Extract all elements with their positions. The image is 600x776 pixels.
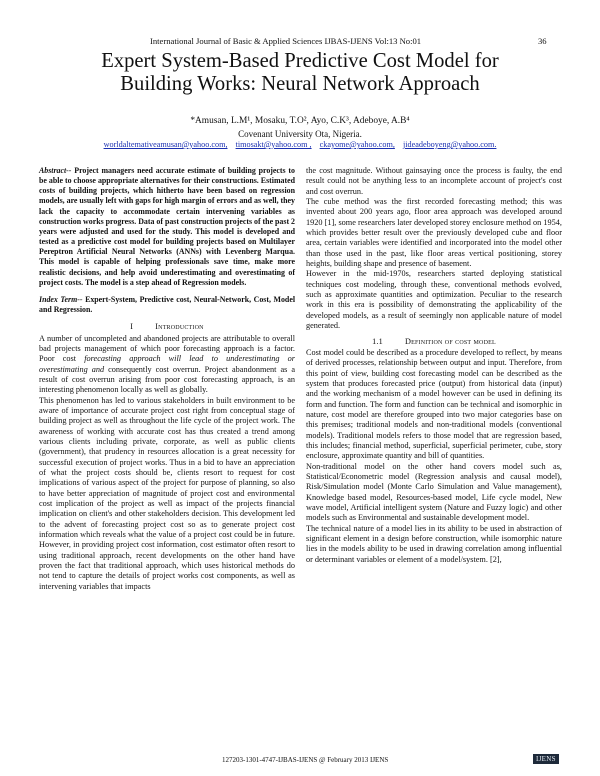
title-line-2: Building Works: Neural Network Approach	[120, 73, 480, 95]
subsection-heading-definition	[306, 337, 562, 347]
email-link-1[interactable]: worldaltemativeamusan@yahoo.com,	[103, 140, 228, 149]
index-terms	[39, 295, 295, 315]
right-paragraph-4: Cost model could be described as a procedure developed to reflect, by means of derived processes, relationship between output and input. Therefore, from this point of view, building cost forecasting model can be described as the system that produces forecasted price (output) from historical data (input) and the working mechanism of a model however can be used in defining its form and function. The form and function can be technical and isomorphic in nature, cost model are therefore grouped into two major categories base on this premises; traditional models and non-traditional models (conventional models). Traditional models refers to those model that are regression based, this includes; financial method, superficial, superficial perimeter, cube, story enclosure, approximate quantity and bill of quantities.	[306, 347, 562, 461]
author-list: *Amusan, L.M¹, Mosaku, T.O², Ayo, C.K³, Adeboye, A.B⁴	[190, 116, 410, 126]
subsection-number: 1.1	[372, 336, 383, 346]
page-number: 36	[538, 36, 547, 46]
left-column	[39, 166, 295, 592]
journal-name: International Journal of Basic & Applied Sciences IJBAS-IJENS Vol:13 No:01	[150, 36, 422, 46]
right-column	[306, 166, 562, 565]
intro-p1-text-b: consequently cost overrun. Project abandonment as a result of cost overrun arising from poor cost forecasting approach, is an interesting phenomenon locally as well as globally.	[39, 364, 295, 395]
intro-p1-italic: forecasting approach will lead to underestimating or overestimating and	[39, 354, 295, 374]
index-terms-label: Index Term--	[39, 294, 83, 304]
section-heading-introduction	[39, 322, 295, 332]
email-link-4[interactable]: jideadeboyeng@yahoo.com.	[402, 140, 497, 149]
intro-paragraph-2: This phenomenon has led to various stakeholders in built environment to be aware of importance of accurate project cost right from conceptual stage of building project as well as throughout the life cycle of the project work. The awareness of working with accurate cost has thus created a trend among various clients including private, corporate, as well as public clients (government), that prudency in resources allocation is a great necessity for successful execution of project works. Thus in a bid to have an appreciation of what the project costs should be, clients resort to request for cost implications of various aspect of the project for purpose of planning, so also to have better appreciation of magnitude of project cost and environmental cost implication of the project as well as impact of the projects financial implication on client's and other stakeholders decision. This development led to the advent of forecasting project cost so as to generate project cost information which reveals what the value of a project cost could be in future. However, in providing project cost information, cost estimator often resort to using traditional approach, recent developments on the other hand have proven the fact that traditional approach, which uses historical methods do not tend to capture the details of project works cost components, as well as intervening variables that impacts	[39, 395, 295, 591]
section-number: I	[130, 322, 134, 332]
author-emails	[30, 140, 570, 149]
right-paragraph-5: Non-traditional model on the other hand covers model such as, Statistical/Econometric model (Regression analysis and causal model), Risk/Simulation model (Monte Carlo Simulation and Value management), Knowledge based model, Resources-based model, Life cycle model, New wave model, Artificial intelligent system (Nature and Fuzzy logic) and other models such as Environmental and sustainable development model.	[306, 461, 562, 523]
abstract	[39, 166, 295, 288]
subsection-title: Definition of cost model	[404, 336, 496, 346]
ijens-logo: IJENS	[533, 754, 559, 764]
affiliation: Covenant University Ota, Nigeria.	[238, 129, 362, 139]
section-title: Introduction	[155, 322, 204, 332]
right-paragraph-3: However in the mid-1970s, researchers started deploying statistical techniques cost modeling, through these, conventional methods evolved, such as approximate quantities and optimization. Peculiar to the research work in this era is possibility of demonstrating the applicability of the developed models, as a result of seemingly non applicable nature of model generated.	[306, 269, 562, 331]
right-paragraph-6: The technical nature of a model lies in its ability to be used in abstraction of significant element in a design before construction, while isomorphic nature lies in the models ability to be used in drawing correlation among influential or determinant variables or element of a model/system. [2],	[306, 523, 562, 564]
title-line-1: Expert System-Based Predictive Cost Model for	[101, 50, 499, 72]
intro-paragraph-1	[39, 334, 295, 396]
abstract-text: Project managers need accurate estimate of building projects to be able to choose appropriate alternatives for their constructions. Estimated costs of building projects, which hitherto have been based on regression models, are usually left with gaps for high margin of errors and as well, they lack the capacity to accommodate certain intervening variables as construction works progress. Data of past construction projects of the past 2 years were adjusted and used for the study. This model is developed and tested as a predictive cost model for building projects based on Multilayer Pereptron Artificial Neural Networks (ANNs) with Levenberg Marqua. This model is capable of helping professionals save time, make more realistic decisions, and help avoid underestimating and overestimating of project costs. The model is a step ahead of Regression models.	[39, 166, 296, 287]
email-link-2[interactable]: timosakt@yahoo.com ,	[235, 140, 312, 149]
footer-code: 127203-1301-4747-IJBAS-IJENS @ February 2013 IJENS	[222, 756, 389, 764]
paper-title	[40, 50, 560, 96]
right-paragraph-2: The cube method was the first recorded forecasting method; this was invented about 200 years ago, floor area approach was developed around 1920 [1], some researchers later developed storey enclosure method on 1954, which provides better result over the previously developed cube and floor area, certain variables were identified and incorporated into the model other than those used in the past, like floor areas vertical positioning, storey heights, building shape and presence of basement.	[306, 197, 562, 269]
email-link-3[interactable]: ckayome@yahoo.com,	[319, 140, 395, 149]
index-terms-text: Expert-System, Predictive cost, Neural-Network, Cost, Model and Regression.	[39, 294, 296, 315]
intro-p1-text-a: A number of uncompleted and abandoned projects are attributable to overall bad projects management of which poor forecasting approach is a factor. Poor cost	[39, 333, 295, 364]
right-paragraph-1: the cost magnitude. Without gainsaying once the process is faulty, the end result could not be anything less to an incomplete account of project's cost and cost overrun.	[306, 166, 562, 196]
abstract-label: Abstract--	[39, 166, 72, 175]
